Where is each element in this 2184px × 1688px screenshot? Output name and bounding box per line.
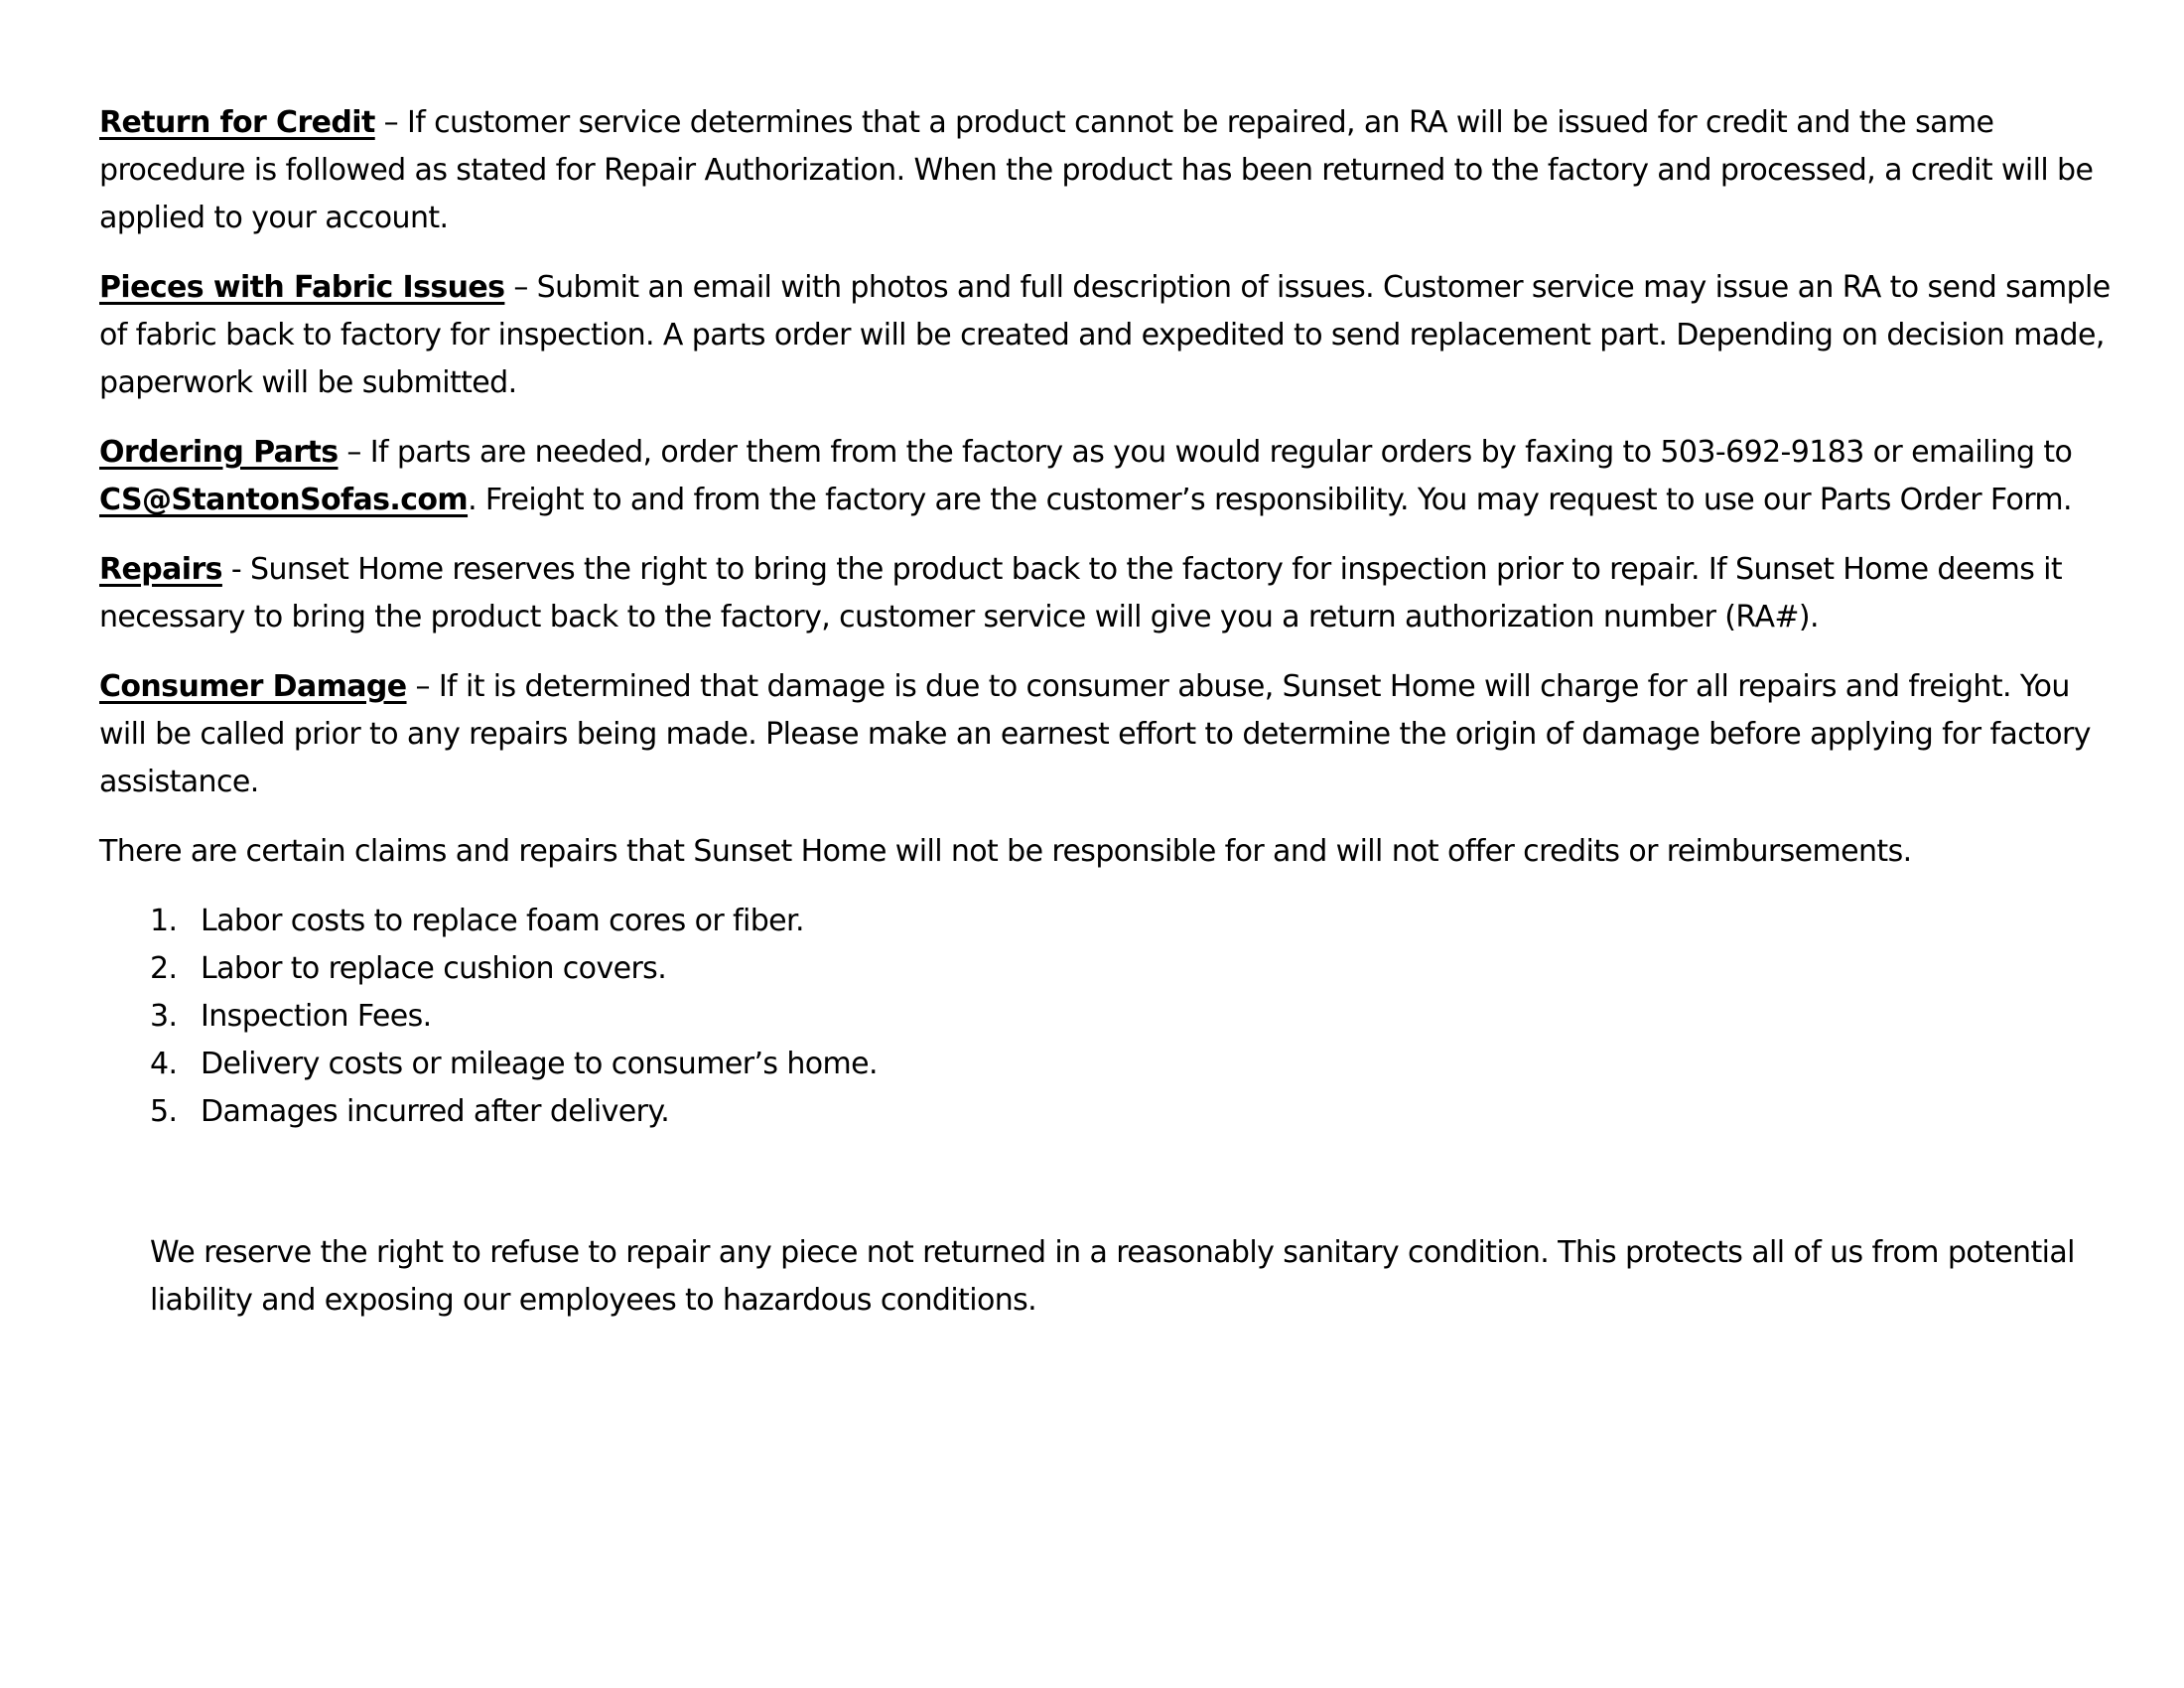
heading-separator: – (374, 105, 407, 140)
list-item-number: 2. (150, 951, 178, 986)
list-item-text: Labor costs to replace foam cores or fiber. (201, 904, 804, 938)
list-item-text: Inspection Fees. (201, 999, 432, 1034)
section-ordering-parts (99, 429, 2124, 524)
list-item (150, 1088, 2124, 1136)
section-heading: Ordering Parts (99, 435, 339, 470)
section-body-after-email: . Freight to and from the factory are the customer’s responsibility. You may request to use our Parts Order Form. (468, 483, 2072, 517)
closing-statement: We reserve the right to refuse to repair any piece not returned in a reasonably sanitary condition. This protects all of us from potential liability and exposing our employees to hazardous conditions. (150, 1235, 2075, 1318)
section-heading: Pieces with Fabric Issues (99, 270, 505, 305)
section-heading: Consumer Damage (99, 669, 407, 704)
exclusions-intro: There are certain claims and repairs that Sunset Home will not be responsible for and will not offer credits or reimbursements. (99, 834, 1912, 869)
heading-separator: – (504, 270, 537, 305)
section-body: Sunset Home reserves the right to bring the product back to the factory for inspection prior to repair. If Sunset Home deems it necessary to bring the product back to the factory, customer service will give you a return authorization number (RA#). (99, 552, 2063, 634)
section-pieces-with-fabric-issues (99, 264, 2124, 407)
list-item (150, 993, 2124, 1041)
list-item-number: 1. (150, 904, 178, 938)
list-item-text: Delivery costs or mileage to consumer’s home. (201, 1047, 878, 1081)
list-item-number: 3. (150, 999, 178, 1034)
list-item (150, 898, 2124, 945)
heading-separator: - (221, 552, 251, 587)
document-page (99, 99, 2124, 1325)
section-body: Submit an email with photos and full description of issues. Customer service may issue an RA to send sample of fabric back to factory for inspection. A parts order will be created and expedited to send replacement part. Depending on decision made, paperwork will be submitted. (99, 270, 2111, 400)
section-heading: Return for Credit (99, 105, 375, 140)
heading-separator: – (406, 669, 439, 704)
list-item (150, 1041, 2124, 1088)
list-item-number: 4. (150, 1047, 178, 1081)
email-link[interactable]: CS@StantonSofas.com (99, 483, 469, 517)
section-repairs (99, 546, 2124, 641)
list-item-text: Damages incurred after delivery. (201, 1094, 670, 1129)
list-item (150, 945, 2124, 993)
exclusions-list (99, 898, 2124, 1136)
section-consumer-damage (99, 663, 2124, 806)
list-item-number: 5. (150, 1094, 178, 1129)
section-return-for-credit (99, 99, 2124, 242)
section-body: If customer service determines that a product cannot be repaired, an RA will be issued for credit and the same procedure is followed as stated for Repair Authorization. When the product has been returned to the factory and processed, a credit will be applied to your account. (99, 105, 2094, 235)
heading-separator: – (338, 435, 370, 470)
list-item-text: Labor to replace cushion covers. (201, 951, 667, 986)
section-body: If it is determined that damage is due to consumer abuse, Sunset Home will charge for all repairs and freight. You will be called prior to any repairs being made. Please make an earnest effort to determine the origin of damage before applying for factory assistance. (99, 669, 2091, 799)
section-body-before-email: If parts are needed, order them from the factory as you would regular orders by faxing to 503-692-9183 or emailing to (369, 435, 2073, 470)
section-heading: Repairs (99, 552, 222, 587)
